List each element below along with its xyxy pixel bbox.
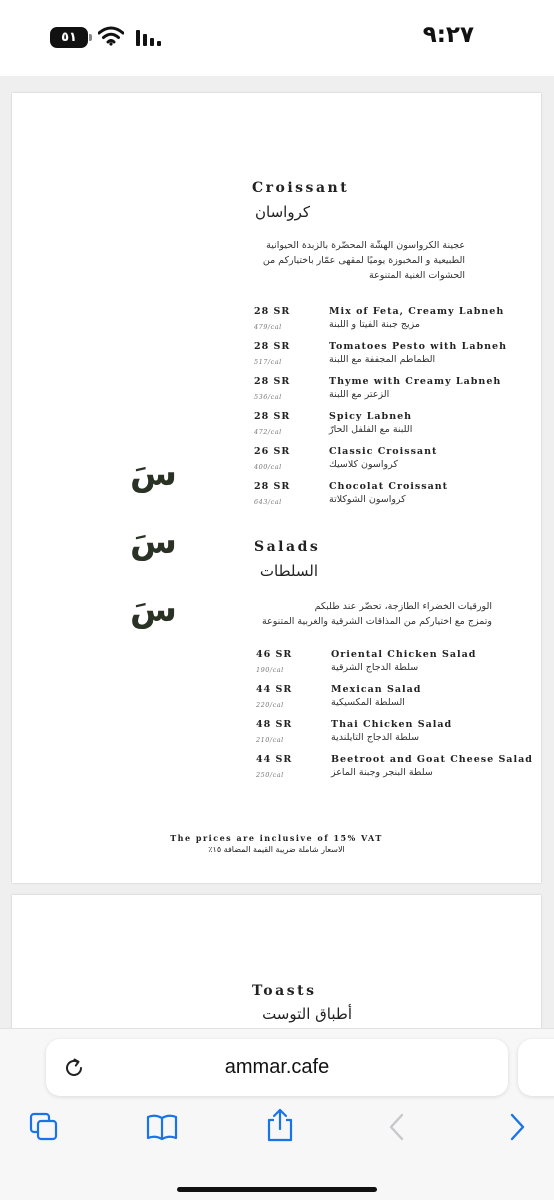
item-price: 28 SR xyxy=(254,481,291,492)
item-calories: 190/cal xyxy=(256,666,284,674)
menu-item xyxy=(254,306,514,341)
description-line: الورقيات الخضراء الطازجة، تحضّر عند طلبكم xyxy=(314,601,492,612)
item-name-ar: كرواسون الشوكلاتة xyxy=(329,494,406,505)
back-icon[interactable] xyxy=(385,1111,409,1143)
url-text[interactable]: ammar.cafe xyxy=(224,1056,330,1078)
logo-glyph: سَ xyxy=(130,590,177,630)
menu-item xyxy=(256,649,536,684)
item-name-ar: مزيج جبنة الفيتا و اللبنة xyxy=(329,319,420,330)
item-name-ar: السلطة المكسيكية xyxy=(331,697,405,708)
vat-note-en: The prices are inclusive of 15% VAT xyxy=(170,833,383,843)
home-indicator xyxy=(177,1187,377,1192)
item-price: 28 SR xyxy=(254,306,291,317)
menu-item xyxy=(254,446,514,481)
toasts-title: Toasts xyxy=(252,983,317,999)
item-calories: 479/cal xyxy=(254,323,282,331)
item-calories: 536/cal xyxy=(254,393,282,401)
description-line: الطبيعية و المخبوزة يوميًا لمقهى عمّار باختياركم من xyxy=(262,255,465,266)
address-bar[interactable] xyxy=(46,1039,508,1096)
item-name-ar: سلطة البنجر وجبنة الماعز xyxy=(331,767,433,778)
item-price: 28 SR xyxy=(254,411,291,422)
item-calories: 210/cal xyxy=(256,736,284,744)
menu-page xyxy=(12,93,541,883)
clock: ٩:٢٧ xyxy=(422,22,474,48)
page-viewport[interactable] xyxy=(0,76,554,1028)
item-name-en: Chocolat Croissant xyxy=(329,481,449,492)
croissant-title-ar: كرواسان xyxy=(255,203,310,221)
salads-title: Salads xyxy=(254,539,321,555)
cafe-logo xyxy=(130,440,177,644)
menu-item xyxy=(254,411,514,446)
logo-glyph: سَ xyxy=(130,522,177,562)
menu-item xyxy=(254,481,514,516)
item-name-ar: سلطة الدجاج التايلندية xyxy=(331,732,420,743)
tabs-icon[interactable] xyxy=(28,1111,60,1143)
item-price: 44 SR xyxy=(256,684,293,695)
item-price: 28 SR xyxy=(254,341,291,352)
item-name-ar: الطماطم المجففة مع اللبنة xyxy=(329,354,436,365)
croissant-menu-list xyxy=(254,306,514,516)
logo-glyph: سَ xyxy=(130,454,177,494)
menu-page xyxy=(12,895,541,1028)
wifi-icon xyxy=(98,26,124,46)
share-icon[interactable] xyxy=(264,1107,296,1143)
description-line: عجينة الكرواسون الهشّة المحضّرة بالزبدة الحيوانية xyxy=(266,240,465,251)
item-name-en: Spicy Labneh xyxy=(329,411,413,422)
item-name-ar: اللبنة مع الفلفل الحارّ xyxy=(329,424,413,435)
item-name-ar: الزعتر مع اللبنة xyxy=(329,389,390,400)
item-price: 46 SR xyxy=(256,649,293,660)
salads-title-ar: السلطات xyxy=(259,562,318,580)
item-name-en: Mexican Salad xyxy=(331,684,422,695)
item-price: 48 SR xyxy=(256,719,293,730)
item-calories: 472/cal xyxy=(254,428,282,436)
menu-item xyxy=(254,376,514,411)
item-name-en: Classic Croissant xyxy=(329,446,438,457)
croissant-title: Croissant xyxy=(252,180,350,196)
item-calories: 220/cal xyxy=(256,701,284,709)
item-name-en: Thyme with Creamy Labneh xyxy=(329,376,502,387)
salads-description xyxy=(217,599,492,629)
menu-item xyxy=(256,754,536,789)
battery-tip xyxy=(89,34,92,41)
item-calories: 643/cal xyxy=(254,498,282,506)
item-name-en: Mix of Feta, Creamy Labneh xyxy=(329,306,505,317)
toasts-title-ar: أطباق التوست xyxy=(262,1005,352,1023)
item-price: 28 SR xyxy=(254,376,291,387)
browser-toolbar xyxy=(0,1028,554,1200)
status-bar xyxy=(0,0,554,76)
description-line: الحشوات الغنية المتنوعة xyxy=(368,270,465,281)
item-name-en: Oriental Chicken Salad xyxy=(331,649,477,660)
item-calories: 400/cal xyxy=(254,463,282,471)
menu-item xyxy=(256,719,536,754)
next-tab-preview[interactable] xyxy=(518,1039,554,1096)
vat-note-ar: الاسعار شاملة ضريبة القيمة المضافة ١٥٪ xyxy=(208,845,345,854)
item-price: 26 SR xyxy=(254,446,291,457)
item-price: 44 SR xyxy=(256,754,293,765)
description-line: وتمزج مع اختياركم من المذاقات الشرقية والغربية المتنوعة xyxy=(261,616,492,627)
bookmarks-icon[interactable] xyxy=(145,1111,179,1143)
item-name-en: Thai Chicken Salad xyxy=(331,719,453,730)
cellular-signal-icon xyxy=(136,30,162,46)
item-name-en: Tomatoes Pesto with Labneh xyxy=(329,341,507,352)
item-calories: 250/cal xyxy=(256,771,284,779)
menu-item xyxy=(254,341,514,376)
item-name-en: Beetroot and Goat Cheese Salad xyxy=(331,754,533,765)
item-name-ar: كرواسون كلاسيك xyxy=(329,459,398,470)
menu-item xyxy=(256,684,536,719)
croissant-description xyxy=(237,238,465,283)
forward-icon[interactable] xyxy=(505,1111,529,1143)
salads-menu-list xyxy=(256,649,536,789)
battery-indicator: ٥١ xyxy=(50,27,88,48)
item-calories: 517/cal xyxy=(254,358,282,366)
item-name-ar: سلطة الدجاج الشرقية xyxy=(331,662,419,673)
